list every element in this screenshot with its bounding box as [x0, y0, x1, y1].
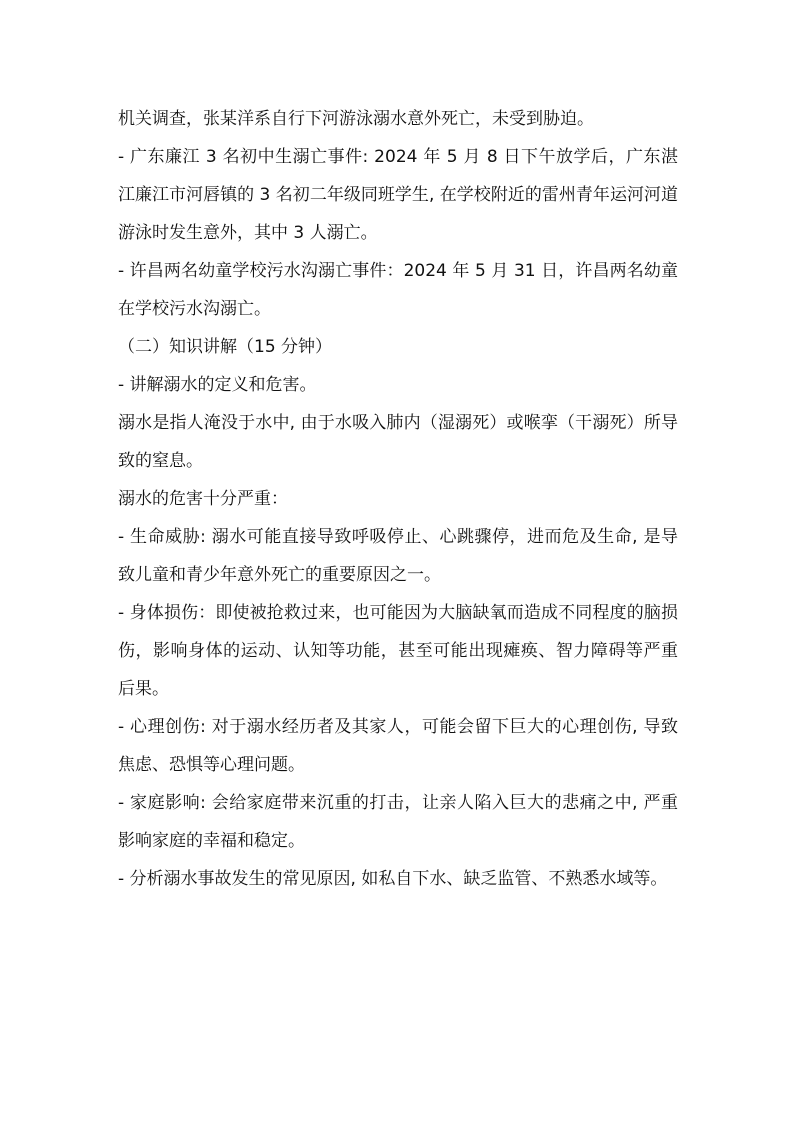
section-heading-knowledge: （二）知识讲解（15 分钟） [118, 337, 333, 357]
investigation-conclusion-paragraph: 机关调查，张某洋系自行下河游泳溺水意外死亡，未受到胁迫。 [118, 109, 594, 129]
harm-intro-paragraph: 溺水的危害十分严重： [118, 489, 288, 509]
cause-analysis-paragraph: - 分析溺水事故发生的常见原因, 如私自下水、缺乏监管、不熟悉水域等。 [118, 869, 668, 889]
definition-paragraph: 溺水是指人淹没于水中, 由于水吸入肺内（湿溺死）或喉挛（干溺死）所导致的窒息。 [118, 413, 678, 471]
document-page [118, 100, 678, 898]
harm-psychological-paragraph: - 心理创伤: 对于溺水经历者及其家人，可能会留下巨大的心理创伤, 导致焦虑、恐惧等心理问题。 [118, 717, 678, 775]
harm-family-paragraph: - 家庭影响: 会给家庭带来沉重的打击，让亲人陷入巨大的悲痛之中, 严重影响家庭的幸福和稳定。 [118, 793, 678, 851]
definition-intro-paragraph: - 讲解溺水的定义和危害。 [118, 375, 317, 395]
lianjiang-case-paragraph: - 广东廉江 3 名初中生溺亡事件: 2024 年 5 月 8 日下午放学后，广东湛江廉江市河唇镇的 3 名初二年级同班学生, 在学校附近的雷州青年运河河道游泳时发生意外，其中 3 人溺亡。 [118, 147, 678, 243]
xuchang-case-paragraph: - 许昌两名幼童学校污水沟溺亡事件：2024 年 5 月 31 日，许昌两名幼童在学校污水沟溺亡。 [118, 261, 678, 319]
harm-life-threat-paragraph: - 生命威胁: 溺水可能直接导致呼吸停止、心跳骤停，进而危及生命, 是导致儿童和青少年意外死亡的重要原因之一。 [118, 527, 678, 585]
harm-physical-injury-paragraph: - 身体损伤：即使被抢救过来，也可能因为大脑缺氧而造成不同程度的脑损伤，影响身体的运动、认知等功能，甚至可能出现瘫痪、智力障碍等严重后果。 [118, 603, 678, 699]
